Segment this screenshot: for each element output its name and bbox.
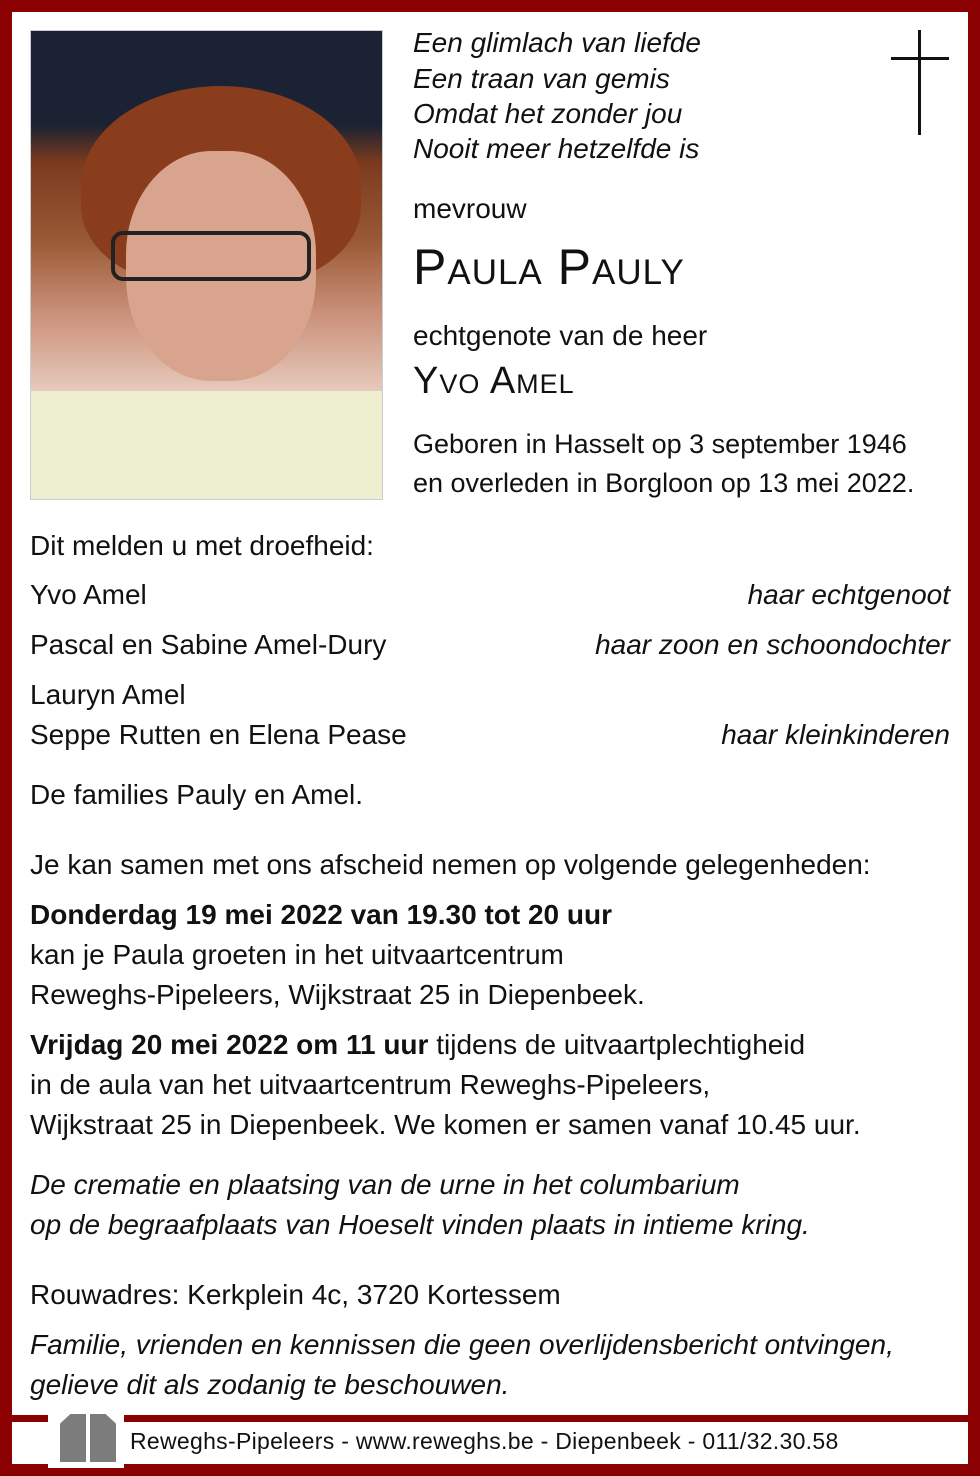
families: De families Pauly en Amel. xyxy=(30,779,364,810)
closing-line: Familie, vrienden en kennissen die geen overlijdensbericht ontvingen, xyxy=(30,1329,894,1360)
cross-icon xyxy=(918,30,921,135)
event2-line: Wijkstraat 25 in Diepenbeek. We komen er samen vanaf 10.45 uur. xyxy=(30,1109,861,1140)
event1-line: Reweghs-Pipeleers, Wijkstraat 25 in Diepenbeek. xyxy=(30,979,645,1010)
poem-line: Omdat het zonder jou xyxy=(413,98,683,129)
family-relation: haar kleinkinderen xyxy=(721,719,950,750)
funeral-home-logo xyxy=(48,1408,124,1468)
event1-date: Donderdag 19 mei 2022 van 19.30 tot 20 uur xyxy=(30,899,613,930)
title-prefix: mevrouw xyxy=(413,193,527,224)
event2-date: Vrijdag 20 mei 2022 om 11 uur xyxy=(30,1029,429,1060)
farewell-intro: Je kan samen met ons afscheid nemen op volgende gelegenheden: xyxy=(30,849,871,880)
deceased-name: Paula Pauly xyxy=(413,239,685,295)
family-name: Lauryn Amel xyxy=(30,679,186,710)
family-name: Yvo Amel xyxy=(30,579,147,610)
death-info: en overleden in Borgloon op 13 mei 2022. xyxy=(413,468,915,498)
footer-text: Reweghs-Pipeleers - www.reweghs.be - Diepenbeek - 011/32.30.58 xyxy=(130,1428,839,1454)
event2-line: in de aula van het uitvaartcentrum Reweghs-Pipeleers, xyxy=(30,1069,711,1100)
spouse-label: echtgenote van de heer xyxy=(413,320,708,351)
family-relation: haar zoon en schoondochter xyxy=(595,629,950,660)
poem-line: Een glimlach van liefde xyxy=(413,27,701,58)
cremation-line: op de begraafplaats van Hoeselt vinden plaats in intieme kring. xyxy=(30,1209,810,1240)
poem-line: Een traan van gemis xyxy=(413,63,670,94)
portrait-photo xyxy=(30,30,383,500)
event2-rest: tijdens de uitvaartplechtigheid xyxy=(428,1029,806,1060)
event2-first-line xyxy=(30,1027,805,1062)
event1-line: kan je Paula groeten in het uitvaartcentrum xyxy=(30,939,564,970)
cross-icon-bar xyxy=(891,57,949,60)
family-name: Seppe Rutten en Elena Pease xyxy=(30,719,407,750)
family-name: Pascal en Sabine Amel-Dury xyxy=(30,629,387,660)
closing-line: gelieve dit als zodanig te beschouwen. xyxy=(30,1369,510,1400)
poem-line: Nooit meer hetzelfde is xyxy=(413,133,700,164)
spouse-name: Yvo Amel xyxy=(413,360,575,402)
announce: Dit melden u met droefheid: xyxy=(30,530,374,561)
family-relation: haar echtgenoot xyxy=(747,579,950,610)
address: Rouwadres: Kerkplein 4c, 3720 Kortessem xyxy=(30,1279,561,1310)
cremation-line: De crematie en plaatsing van de urne in het columbarium xyxy=(30,1169,740,1200)
birth-info: Geboren in Hasselt op 3 september 1946 xyxy=(413,429,907,459)
